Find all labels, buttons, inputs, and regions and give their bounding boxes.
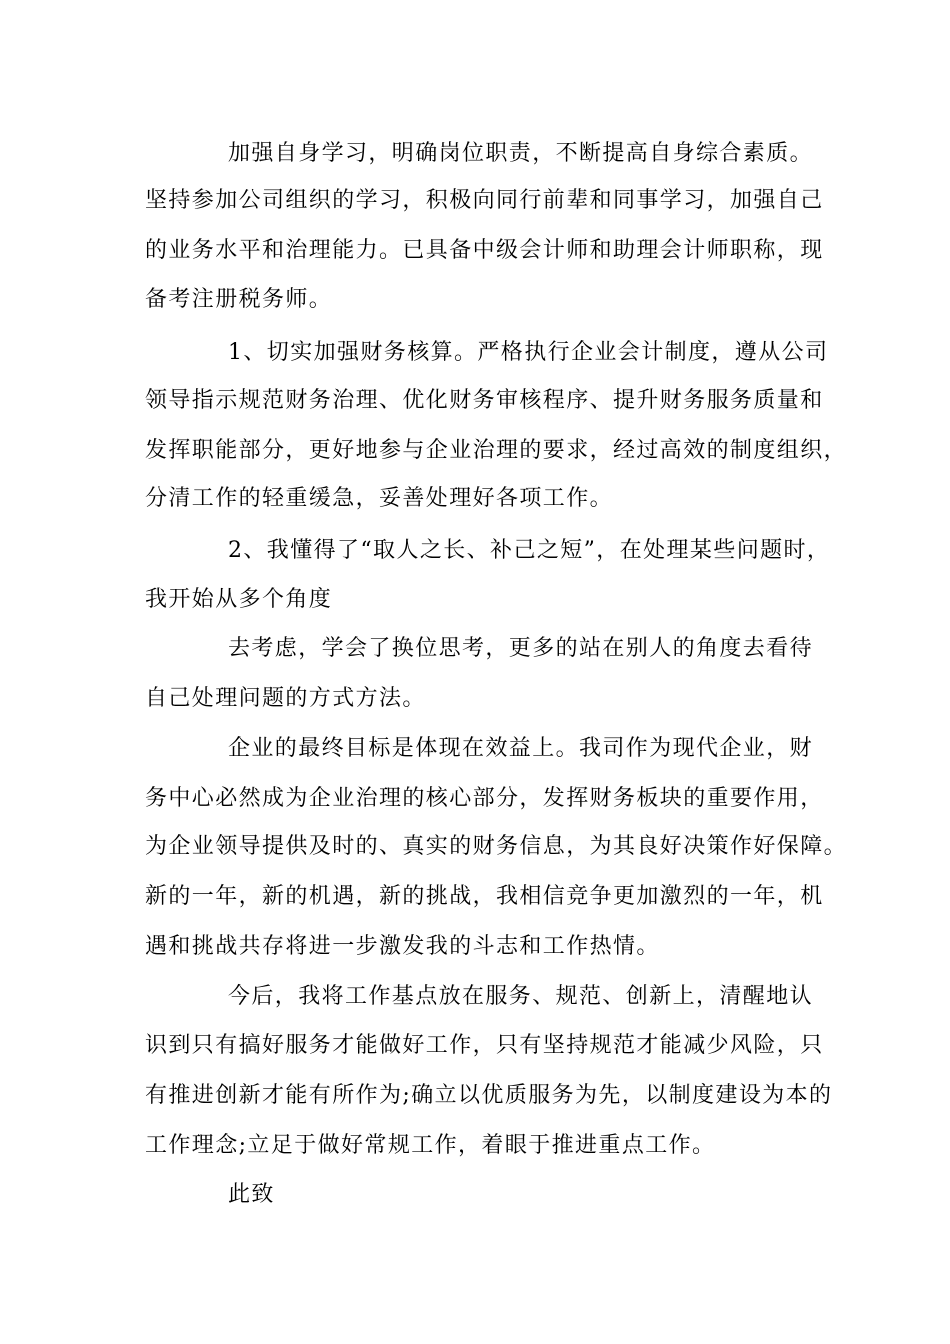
text-line: 工作理念;立足于做好常规工作，着眼于推进重点工作。 [145,1133,716,1158]
text-line: 2、我懂得了“取人之长、补己之短”，在处理某些问题时， [228,538,831,563]
text-line: 新的一年，新的机遇，新的挑战，我相信竞争更加激烈的一年，机 [145,884,824,909]
text-line: 今后，我将工作基点放在服务、规范、创新上，清醒地认 [228,984,814,1009]
text-line: 加强自身学习，明确岗位职责，不断提高自身综合素质。 [228,141,814,166]
text-line: 识到只有搞好服务才能做好工作，只有坚持规范才能减少风险，只 [145,1033,824,1058]
text-line: 的业务水平和治理能力。已具备中级会计师和助理会计师职称，现 [145,238,824,263]
text-line: 自己处理问题的方式方法。 [145,686,426,711]
text-line: 坚持参加公司组织的学习，积极向同行前辈和同事学习，加强自己 [145,188,824,213]
text-line: 我开始从多个角度 [145,587,333,612]
text-line: 1、切实加强财务核算。严格执行企业会计制度，遵从公司 [228,340,829,365]
text-line: 发挥职能部分，更好地参与企业治理的要求，经过高效的制度组织， [145,438,848,463]
text-line: 去考虑，学会了换位思考，更多的站在别人的角度去看待 [228,636,814,661]
text-line: 分清工作的轻重缓急，妥善处理好各项工作。 [145,486,614,511]
text-line: 企业的最终目标是体现在效益上。我司作为现代企业，财 [228,736,814,761]
text-line: 有推进创新才能有所作为;确立以优质服务为先，以制度建设为本的 [145,1083,833,1108]
text-line: 务中心必然成为企业治理的核心部分，发挥财务板块的重要作用， [145,786,824,811]
closing-salutation: 此致 [228,1182,275,1207]
text-line: 遇和挑战共存将进一步激发我的斗志和工作热情。 [145,934,660,959]
text-line: 备考注册税务师。 [145,287,333,312]
text-line: 为企业领导提供及时的、真实的财务信息，为其良好决策作好保障。 [145,834,848,859]
text-line: 领导指示规范财务治理、优化财务审核程序、提升财务服务质量和 [145,388,824,413]
